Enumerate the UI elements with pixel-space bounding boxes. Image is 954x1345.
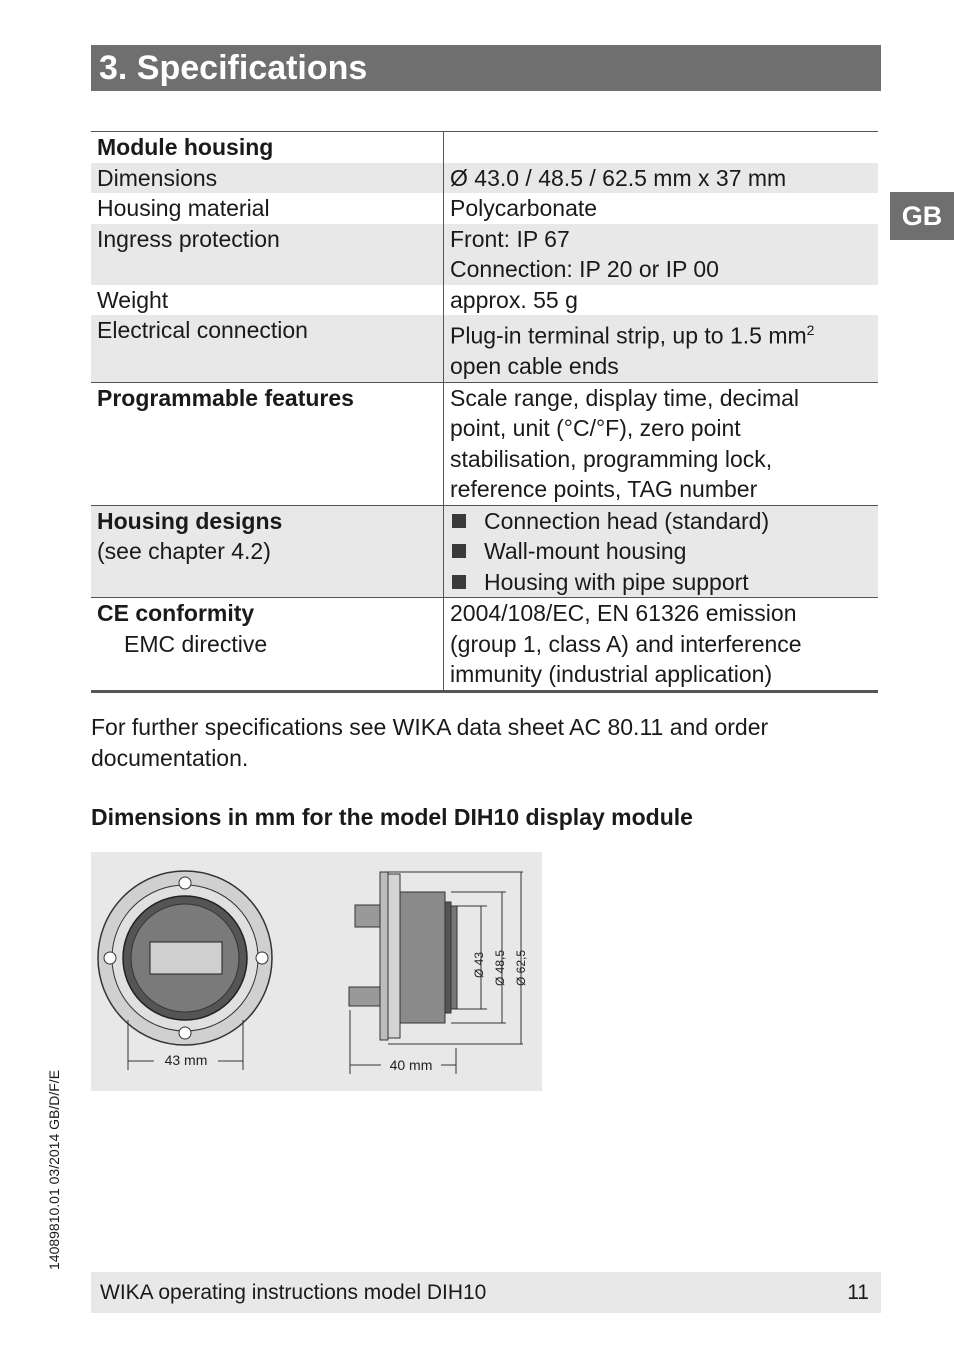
empty-cell (444, 132, 879, 163)
table-row (91, 315, 878, 382)
ce-label: CE conformity (97, 600, 255, 627)
weight-label: Weight (97, 286, 169, 313)
list-item (450, 536, 872, 567)
weight-value: approx. 55 g (444, 285, 879, 316)
page-number: 11 (847, 1281, 869, 1304)
programmable-value (444, 382, 879, 505)
emc-label: EMC directive (124, 630, 268, 657)
square-bullet-icon (452, 575, 466, 589)
emc-value (444, 598, 879, 692)
emc-line: immunity (industrial application) (450, 661, 773, 688)
module-housing-heading: Module housing (91, 132, 444, 163)
electrical-label: Electrical connection (91, 315, 444, 382)
table-row (91, 224, 878, 285)
note-line: documentation. (91, 745, 249, 771)
diameter-62-label: Ø 62,5 (514, 949, 528, 986)
superscript: 2 (806, 322, 815, 338)
dimensions-value: Ø 43.0 / 48.5 / 62.5 mm x 37 mm (444, 163, 879, 194)
programmable-line: Scale range, display time, decimal (450, 384, 799, 411)
dimension-drawing-svg (91, 852, 542, 1091)
list-item (450, 506, 872, 537)
side-depth-label: 40 mm (389, 1057, 433, 1073)
table-row (91, 132, 878, 163)
table-row (91, 285, 878, 316)
electrical-value (444, 315, 879, 382)
list-item-text: Wall-mount housing (484, 538, 687, 565)
programmable-line: reference points, TAG number (450, 476, 758, 503)
emc-line: (group 1, class A) and interference (450, 630, 802, 657)
ingress-value-connection: Connection: IP 20 or IP 00 (450, 256, 719, 282)
ce-cell (91, 598, 444, 692)
table-row (91, 193, 878, 224)
list-item (450, 567, 872, 598)
section-title: 3. Specifications (91, 45, 881, 91)
electrical-value-line2: open cable ends (450, 353, 619, 380)
table-row (91, 598, 878, 692)
ingress-value (444, 224, 879, 285)
footer-text: WIKA operating instructions model DIH10 (100, 1281, 487, 1304)
programmable-label: Programmable features (91, 382, 444, 505)
housing-designs-sub: (see chapter 4.2) (97, 538, 271, 565)
housing-designs-list (444, 505, 879, 598)
housing-material-value: Polycarbonate (444, 193, 879, 224)
housing-material-label: Housing material (97, 195, 270, 221)
programmable-line: point, unit (°C/°F), zero point (450, 415, 741, 442)
housing-designs-label: Housing designs (97, 507, 283, 534)
specifications-table (91, 131, 878, 693)
front-width-label: 43 mm (164, 1052, 208, 1068)
dimension-drawing (91, 852, 542, 1091)
emc-line: 2004/108/EC, EN 61326 emission (450, 600, 797, 627)
side-view (349, 872, 528, 1074)
ingress-value-front: Front: IP 67 (450, 225, 570, 252)
list-item-text: Housing with pipe support (484, 568, 749, 595)
table-row (91, 382, 878, 505)
language-tab: GB (890, 192, 954, 240)
note-line: For further specifications see WIKA data sheet AC 80.11 and order (91, 714, 769, 740)
diameter-43-label: Ø 43 (472, 951, 486, 978)
page-footer (91, 1272, 881, 1313)
list-item-text: Connection head (standard) (484, 507, 770, 534)
front-view (98, 871, 272, 1070)
ingress-label: Ingress protection (91, 224, 444, 285)
drawing-title: Dimensions in mm for the model DIH10 display module (91, 804, 693, 830)
document-code: 14089810.01 03/2014 GB/D/F/E (46, 1069, 62, 1270)
table-row (91, 505, 878, 598)
housing-designs-cell (91, 505, 444, 598)
square-bullet-icon (452, 544, 466, 558)
programmable-line: stabilisation, programming lock, (450, 445, 773, 472)
square-bullet-icon (452, 514, 466, 528)
electrical-value-line1: Plug-in terminal strip, up to 1.5 mm (450, 322, 807, 349)
dimensions-label: Dimensions (91, 163, 444, 194)
further-specs-note (91, 712, 871, 774)
diameter-48-label: Ø 48,5 (493, 949, 507, 986)
table-row (91, 163, 878, 194)
